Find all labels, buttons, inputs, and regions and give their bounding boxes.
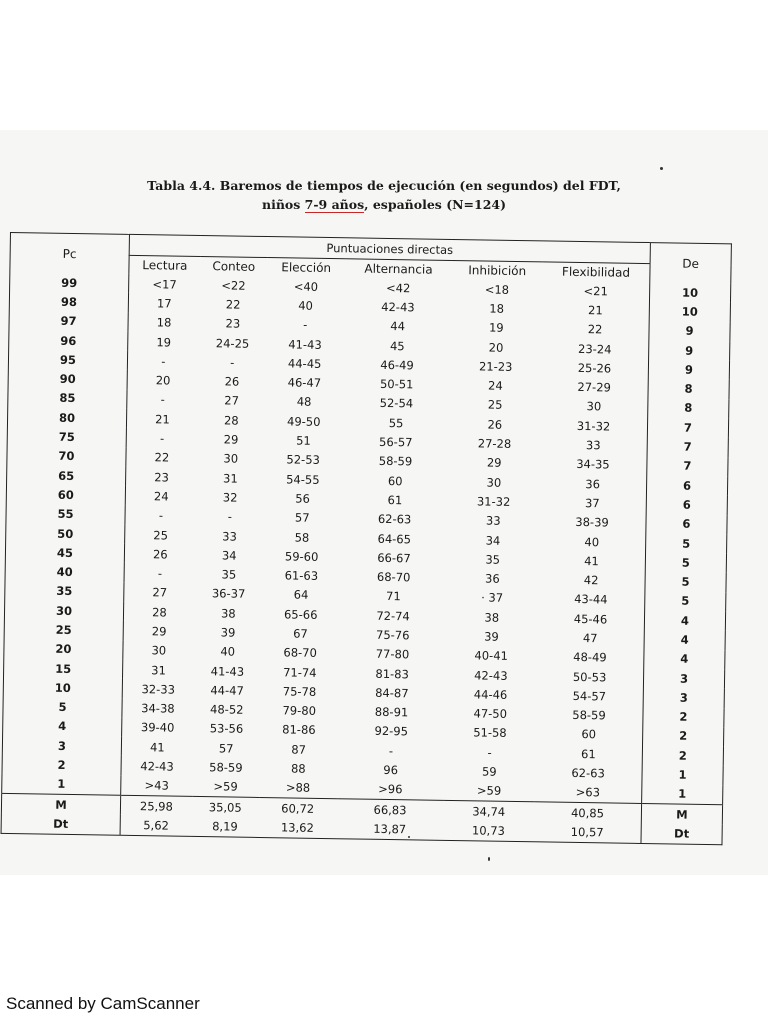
column-header-flexibilidad: Flexibilidad [561, 264, 631, 280]
de-cell: 8 [648, 379, 729, 400]
table-cell: 27-28 [477, 436, 512, 451]
table-cell: 47 [582, 631, 598, 646]
table-cell: 22 [225, 297, 241, 312]
table-cell: 65-66 [283, 607, 318, 622]
title-line-2-pre: niños [261, 197, 305, 212]
table-cell: 27 [152, 585, 168, 600]
table-cell: - [159, 431, 165, 446]
table-cell: 71 [385, 589, 401, 604]
column-header-inhibicion: Inhibición [468, 263, 527, 279]
table-cell: 44-46 [473, 687, 508, 702]
table-cell: 72-74 [376, 608, 410, 624]
title-line-2-post: , españoles (N=124) [364, 197, 507, 212]
table-cell: <17 [152, 276, 177, 292]
table-cell: 57 [218, 741, 234, 756]
pc-cell: 4 [3, 716, 122, 737]
table-cell: - [158, 508, 164, 523]
table-cell: 40 [584, 534, 600, 549]
table-cell: 40-41 [474, 648, 509, 664]
table-cell: 87 [291, 742, 307, 757]
table-cell: 71-74 [283, 664, 317, 680]
table-cell: 35 [221, 567, 237, 582]
table-cell: 75-76 [375, 627, 410, 643]
table-cell: 57 [294, 510, 310, 525]
table-cell: 32-33 [141, 681, 176, 697]
table-cell: 28 [223, 413, 239, 428]
table-cell: 33 [222, 528, 237, 544]
pc-cell: 75 [7, 426, 126, 447]
table-cell: 58 [294, 530, 310, 545]
pc-cell: 99 [10, 272, 129, 293]
table-cell: 13,87 [373, 821, 407, 837]
table-cell: - [160, 392, 165, 407]
de-cell: 6 [646, 475, 727, 496]
table-cell: 45 [389, 338, 405, 353]
scanner-watermark: Scanned by CamScanner [6, 994, 200, 1013]
table-cell: 32 [222, 490, 238, 505]
table-cell: 61 [580, 746, 596, 762]
table-cell: 48-49 [573, 650, 607, 665]
pc-cell: 80 [7, 407, 126, 428]
table-cell: 58-59 [572, 708, 606, 723]
table-cell: >59 [213, 779, 238, 795]
group-header: Puntuaciones directas [129, 234, 650, 263]
table-cell: 38-39 [575, 515, 609, 530]
pc-header: Pc [10, 233, 130, 274]
norms-table [1, 232, 732, 845]
de-cell: 7 [647, 417, 728, 438]
table-cell: 50-51 [379, 376, 414, 392]
pc-cell: 40 [5, 561, 124, 582]
table-cell: 55 [388, 415, 404, 430]
table-cell: 35,05 [192, 796, 259, 817]
de-cell: 2 [643, 707, 724, 728]
table-cell: 34,74 [443, 800, 534, 821]
table-cell: 21 [155, 412, 170, 427]
pc-cell: 3 [2, 735, 121, 756]
table-cell: 21 [587, 303, 603, 318]
table-cell: - [161, 354, 166, 369]
table-cell: 96 [383, 762, 399, 778]
de-cell: 4 [644, 629, 725, 650]
table-cell: 31 [151, 662, 166, 678]
table-cell: - [157, 566, 163, 581]
table-cell: 25-26 [577, 360, 612, 376]
table-cell: · 37 [481, 590, 504, 606]
table-cell: 39-40 [140, 720, 175, 736]
table-cell: 81-86 [282, 722, 316, 738]
pc-cell: 2 [2, 754, 121, 775]
table-cell: >88 [285, 780, 311, 796]
table-cell: 66,83 [337, 799, 444, 820]
table-cell: 25 [153, 527, 169, 543]
pc-cell: 96 [9, 330, 128, 351]
table-cell: 36 [585, 476, 601, 491]
table-cell: 36-37 [211, 586, 246, 602]
table-cell: 29 [223, 432, 239, 447]
column-header-conteo: Conteo [212, 259, 256, 274]
table-cell: 45-46 [573, 611, 608, 627]
table-cell: - [487, 745, 492, 760]
table-cell: 67 [293, 626, 308, 641]
table-title [60, 176, 708, 214]
table-cell: 13,62 [280, 820, 314, 835]
table-container [1, 232, 750, 844]
table-cell: 41-43 [288, 336, 322, 352]
pc-cell: 90 [8, 368, 127, 389]
table-cell: 18 [489, 301, 505, 316]
de-cell: 2 [643, 726, 724, 747]
table-cell: 42-43 [381, 299, 415, 315]
pc-cell: 70 [7, 446, 126, 467]
pc-cell: 98 [9, 291, 128, 312]
table-cell: 52-54 [379, 396, 414, 411]
table-cell: 37 [584, 495, 600, 511]
pc-cell: Dt [1, 813, 120, 835]
table-cell: 58-59 [209, 760, 243, 775]
de-header: De [650, 243, 732, 284]
table-cell: <42 [385, 280, 411, 295]
de-cell: 2 [642, 745, 723, 766]
de-cell: 9 [648, 359, 729, 380]
table-cell: 77-80 [375, 647, 410, 662]
column-header-alternancia: Alternancia [364, 261, 433, 277]
de-cell: 6 [646, 514, 727, 535]
pc-cell: M [1, 793, 120, 815]
pc-cell: 5 [3, 696, 122, 717]
table-cell: 22 [587, 322, 603, 337]
table-cell: 60,72 [259, 797, 337, 818]
table-cell: 26 [152, 547, 168, 562]
table-cell: 62-63 [377, 512, 412, 527]
table-cell: 36 [484, 571, 500, 586]
de-cell: 1 [642, 784, 723, 805]
table-cell: 40 [220, 644, 236, 659]
scan-speck [408, 836, 410, 838]
table-cell: 33 [585, 438, 601, 453]
table-cell: 24-25 [215, 335, 250, 351]
table-cell: 48-52 [209, 702, 244, 717]
table-cell: >43 [144, 778, 169, 793]
title-age-range: 7-9 años [304, 197, 365, 212]
table-cell: 30 [223, 451, 239, 466]
de-cell: 7 [647, 436, 728, 457]
table-cell: 58-59 [378, 454, 413, 469]
table-cell: >59 [476, 783, 502, 799]
table-cell: 68-70 [376, 569, 411, 585]
table-cell: 26 [224, 374, 240, 389]
de-cell: 5 [645, 571, 726, 592]
table-cell: 52-53 [286, 452, 321, 468]
table-cell: <40 [293, 279, 319, 294]
table-cell: 48 [296, 394, 312, 410]
scan-speck [488, 857, 490, 861]
table-cell: 84-87 [375, 685, 409, 701]
table-cell: >96 [378, 782, 403, 797]
table-cell: 10,73 [471, 823, 506, 838]
pc-cell: 97 [9, 311, 128, 332]
pc-cell: 15 [4, 658, 123, 679]
table-cell: 18 [156, 315, 172, 330]
table-cell: 53-56 [209, 721, 244, 737]
de-cell: 5 [645, 552, 726, 573]
table-cell: - [303, 317, 308, 332]
de-cell: M [641, 804, 722, 825]
pc-cell: 35 [5, 581, 124, 602]
table-cell: 41 [584, 553, 599, 569]
table-cell: <22 [221, 277, 246, 293]
table-body [2, 272, 731, 805]
table-cell: 24 [488, 378, 503, 393]
title-line-1: Tabla 4.4. Baremos de tiempos de ejecución (en segundos) del FDT, [147, 178, 621, 193]
table-cell: 39 [220, 625, 236, 640]
pc-cell: 60 [6, 484, 125, 505]
column-header-eleccion: Elección [281, 260, 332, 276]
pc-cell: 25 [4, 619, 123, 640]
table-cell: 44 [390, 319, 406, 334]
table-cell: 31-32 [476, 494, 511, 509]
table-cell: 19 [488, 320, 504, 335]
table-cell: 43-44 [574, 592, 608, 607]
table-cell: 31 [223, 470, 238, 486]
table-cell: 23 [225, 316, 241, 331]
pc-cell: 20 [4, 639, 123, 660]
de-cell: 10 [649, 282, 730, 303]
table-cell: - [388, 743, 394, 758]
table-cell: 59-60 [284, 549, 319, 564]
table-cell: 30 [486, 475, 502, 490]
table-cell: 56-57 [378, 434, 413, 450]
table-cell: 61 [387, 492, 403, 508]
table-cell: 35 [485, 552, 501, 567]
table-cell: 56 [295, 491, 311, 506]
table-cell: 34 [485, 533, 501, 548]
de-cell: Dt [641, 823, 722, 844]
table-cell: 46-49 [380, 357, 414, 373]
de-cell: 10 [649, 301, 730, 322]
de-cell: 8 [648, 398, 729, 419]
table-cell: 29 [151, 624, 167, 639]
table-cell: 38 [220, 606, 236, 621]
de-cell: 4 [644, 610, 725, 631]
table-cell: 62-63 [571, 765, 605, 781]
pc-cell: 95 [8, 349, 127, 370]
table-cell: 30 [151, 643, 167, 658]
table-cell: 10,57 [570, 824, 604, 840]
table-cell: - [230, 355, 235, 370]
de-cell: 6 [646, 494, 727, 515]
table-cell: 42-43 [140, 759, 174, 774]
table-cell: 33 [485, 513, 501, 528]
table-cell: 66-67 [377, 550, 411, 566]
scan-speck [660, 167, 663, 170]
column-header-lectura: Lectura [142, 258, 188, 273]
table-cell: 46-47 [287, 375, 322, 391]
table-cell: 42-43 [474, 667, 508, 683]
table-cell: 60 [387, 473, 403, 488]
table-cell: >63 [575, 785, 601, 800]
pc-cell: 55 [6, 504, 125, 525]
de-cell: 3 [643, 687, 724, 708]
pc-cell: 50 [6, 523, 125, 544]
table-cell: 20 [488, 340, 504, 355]
table-cell: 44-45 [287, 356, 322, 371]
table-cell: 49-50 [286, 414, 321, 429]
table-cell: 21-23 [478, 359, 513, 374]
pc-cell: 45 [5, 542, 124, 563]
de-cell: 5 [646, 533, 727, 554]
table-cell: 27-29 [577, 380, 612, 395]
table-cell: 25,98 [120, 795, 192, 816]
de-cell: 3 [643, 668, 724, 689]
table-cell: 28 [152, 604, 167, 620]
table-cell: 41-43 [210, 663, 245, 679]
table-cell: 26 [487, 417, 503, 432]
table-cell: 20 [155, 373, 171, 388]
de-cell: 9 [649, 321, 730, 342]
de-cell: 1 [642, 764, 723, 785]
table-cell: 54-55 [286, 471, 320, 487]
table-cell: 59 [481, 764, 497, 779]
table-cell: 68-70 [283, 645, 317, 661]
table-cell: 88 [290, 761, 306, 776]
table-cell: <21 [583, 283, 608, 299]
table-cell: <18 [484, 282, 510, 297]
table-cell: 54-57 [572, 688, 607, 704]
table-cell: 42 [583, 573, 599, 588]
table-cell: 75-78 [282, 684, 317, 699]
table-cell: 81-83 [375, 666, 409, 681]
table-cell: 31-32 [576, 418, 611, 434]
table-cell: 34-38 [141, 701, 175, 716]
table-cell: 41 [149, 740, 165, 755]
table-cell: 27 [224, 393, 240, 409]
table-cell: 64 [293, 587, 309, 603]
table-cell: 39 [484, 629, 499, 644]
table-cell: 44-47 [210, 683, 244, 698]
title-line-2 [60, 195, 708, 214]
table-cell: 40,85 [534, 802, 642, 823]
pc-cell: 10 [3, 677, 122, 698]
table-cell: 25 [487, 397, 503, 413]
table-cell: 88-91 [374, 704, 409, 720]
pc-cell: 65 [7, 465, 126, 486]
table-cell: 29 [486, 455, 502, 471]
table-cell: 51-58 [473, 725, 507, 741]
table-cell: 23-24 [577, 341, 612, 356]
table-cell: - [227, 509, 233, 524]
pc-cell: 30 [4, 600, 123, 621]
table-cell: 60 [581, 727, 597, 742]
pc-cell: 1 [2, 774, 121, 796]
de-cell: 9 [649, 340, 730, 361]
table-cell: 24 [153, 489, 169, 504]
table-cell: 17 [156, 296, 172, 311]
table-cell: 51 [296, 433, 311, 448]
pc-cell: 85 [8, 388, 127, 409]
table-cell: 47-50 [473, 706, 508, 722]
table-cell: 5,62 [143, 818, 170, 833]
table-cell: 79-80 [282, 703, 317, 719]
de-cell: 7 [647, 456, 728, 477]
table-cell: 50-53 [572, 669, 607, 684]
table-cell: 34 [221, 548, 237, 563]
table-cell: 38 [484, 610, 500, 625]
table-cell: 30 [586, 399, 602, 414]
table-cell: 19 [156, 334, 172, 350]
table-cell: 8,19 [212, 819, 238, 834]
table-cell: 40 [298, 298, 314, 313]
de-cell: 4 [644, 649, 725, 670]
table-cell: 23 [154, 469, 170, 485]
table-cell: 34-35 [576, 457, 610, 472]
de-cell: 5 [645, 591, 726, 612]
table-cell: 92-95 [374, 724, 409, 739]
table-cell: 22 [154, 450, 170, 465]
table-cell: 61-63 [284, 568, 319, 583]
table-cell: 64-65 [377, 531, 412, 546]
